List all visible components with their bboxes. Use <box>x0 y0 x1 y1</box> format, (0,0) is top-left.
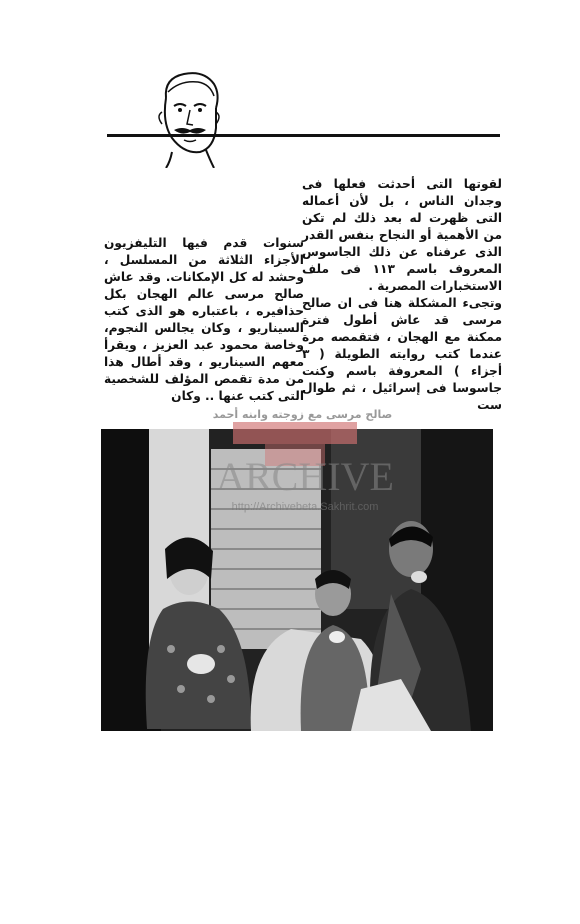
paragraph: سنوات قدم فيها التليفزيون الأجزاء الثلاثة من المسلسل ، وحشد له كل الإمكانات. وقد عاش صالح مرسى عالم الهجان بكل حذافيره ، باعتباره هو الذى كتب السيناريو ، وكان يجالس النجوم، وخاصة محمود عبد العزيز ، ويقرأ معهم السيناريو ، وقد أطال هذا من مدة تقمص المؤلف للشخصية التى كتب عنها .. وكان <box>104 236 304 403</box>
text-column-left <box>104 235 304 405</box>
header-rule <box>107 134 500 137</box>
family-photograph <box>101 429 493 731</box>
caricature-portrait <box>150 68 228 168</box>
watermark-title: ARCHIVE <box>216 454 394 499</box>
paragraph: وتجىء المشكلة هنا فى ان صالح مرسى قد عاش أطول فترة ممكنة مع الهجان ، فتقمصه مرة عندما كتب روايته الطويلة ( ٣ أجزاء ) المعروفة باسم وكنت جاسوسا فى إسرائيل ، ثم طوال ست <box>302 296 502 412</box>
watermark-url: http://Archivebeta.Sakhrit.com <box>231 501 379 513</box>
photo-caption: صالح مرسى مع زوجته وابنه أحمد <box>212 408 393 421</box>
text-column-right <box>302 176 502 414</box>
paragraph: لقوتها التى أحدثت فعلها فى وجدان الناس ، بل لأن أعماله التى ظهرت له بعد ذلك لم تكن من الأهمية أو النجاح بنفس القدر الذى عرفناه عن ذلك الجاسوس المعروف باسم ١١٣ فى ملف الاستخبارات المصرية . <box>302 177 502 293</box>
